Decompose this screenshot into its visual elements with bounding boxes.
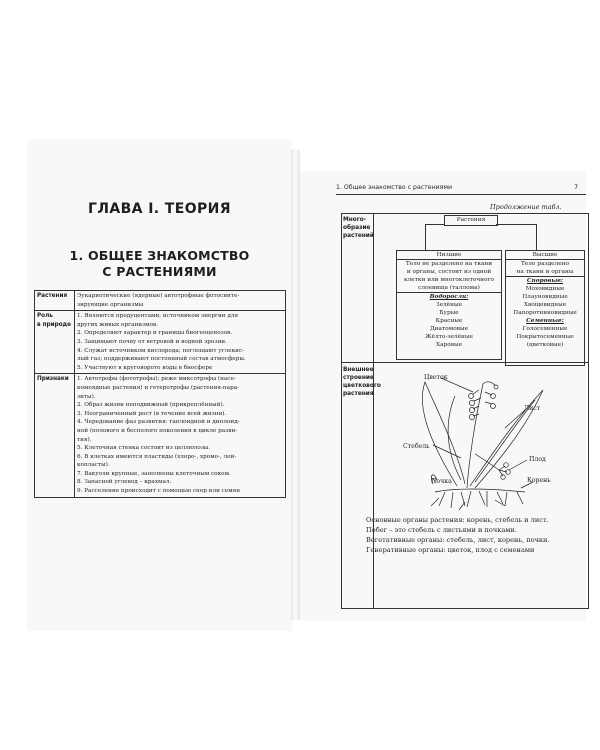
- plants-root-box: [444, 215, 498, 226]
- table-line: 4. Чередование фаз развития: гаплоидной и диплоид-: [77, 419, 240, 426]
- root-label: Корень: [527, 477, 551, 484]
- table-line: 4. Служат источником кислорода; поглощают углекис-: [77, 347, 245, 354]
- row-header: [35, 374, 75, 497]
- table-line: лый газ; поддерживают постоянный состав атмосферы.: [77, 356, 246, 363]
- table-row: [35, 291, 286, 311]
- list-item: Покрытосеменные: [516, 334, 574, 340]
- list-item: Хвощевидные: [523, 302, 567, 308]
- table-line: 1. Автотрофы (фототрофы); реже миксотрофы (насе-: [77, 376, 236, 383]
- table-line: комоядные растения) и гетеротрофы (растения-пара-: [77, 384, 240, 391]
- seed-plants-title: Семенные:: [526, 318, 564, 324]
- structure-label: [343, 366, 381, 398]
- list-item: Харовые: [435, 342, 463, 348]
- table-line: копласты).: [77, 462, 110, 469]
- leaf-vein: [448, 396, 461, 480]
- flowering-plant-illustration: [375, 370, 585, 512]
- running-head: [336, 184, 586, 195]
- row-header-text: Роль: [37, 313, 53, 320]
- description-line: на ткани и органы: [506, 268, 584, 277]
- text-line: Основные органы растения: корень, стебель и лист.: [366, 516, 549, 524]
- table-line: 1. Являются продуцентами; источником энергии для: [77, 313, 239, 320]
- row-header: [35, 291, 75, 311]
- table-line: тия).: [77, 436, 92, 443]
- list-item: Плауновидные: [522, 294, 568, 300]
- lower-plants-title: Низшие: [397, 251, 501, 260]
- section-title-line-2: С РАСТЕНИЯМИ: [102, 264, 217, 279]
- table-line: 2. Определяют характер и границы биогеоценозов.: [77, 330, 233, 337]
- table-line: 7. Вакуоли крупные, заполнены клеточным соком.: [77, 470, 231, 477]
- connector: [536, 224, 537, 250]
- table-row: [35, 374, 286, 497]
- list-item: Папоротниковидные: [513, 310, 577, 316]
- algae-title: Водоросли:: [429, 294, 469, 300]
- table-line: 9. Расселение происходит с помощью спор или семян: [77, 488, 241, 495]
- row-header-text: Признаки: [37, 376, 69, 383]
- bud-label: Почка: [431, 478, 452, 485]
- root-label: Растения: [456, 217, 486, 223]
- connector: [425, 224, 426, 250]
- lower-plants-box: [396, 250, 502, 360]
- row-content: [75, 311, 286, 374]
- table-line: 2. Образ жизни неподвижный (прикреплённый).: [77, 402, 225, 409]
- connector: [496, 224, 536, 225]
- description-line: и органы, состоит из одной: [406, 269, 492, 275]
- chapter-title: ГЛАВА I. ТЕОРИЯ: [88, 201, 231, 217]
- list-item: Моховидные: [525, 286, 565, 292]
- table-line: других живых организмов.: [77, 321, 159, 328]
- label-line: растения: [343, 391, 374, 397]
- diversity-label: [343, 216, 373, 240]
- list-item: Зелёные: [435, 302, 463, 308]
- row-content: [75, 374, 286, 497]
- table-line: Эукариотические (ядерные) автотрофные фотосинте-: [77, 293, 240, 299]
- label-line: образие: [343, 225, 371, 231]
- section-title-line-1: 1. ОБЩЕЕ ЗНАКОМСТВО: [69, 248, 250, 263]
- leaf-label: Лист: [524, 405, 541, 412]
- label-line: Внешнее: [343, 367, 374, 373]
- table-line: 6. В клетках имеются пластиды (хлоро-, хромо-, лей-: [77, 453, 237, 460]
- list-item: Красные: [435, 318, 463, 324]
- text-line: Вегетативные органы: стебель, лист, корень, почки.: [366, 536, 550, 544]
- list-item: Диатомовые: [429, 326, 469, 332]
- connector: [425, 224, 444, 225]
- table-line: 8. Запасной углевод – крахмал.: [77, 479, 172, 486]
- flower-label: Цветок: [424, 374, 448, 381]
- table-line: зиты).: [77, 393, 96, 400]
- row-header: [35, 311, 75, 374]
- left-leaf-illustration: [422, 382, 465, 486]
- text-line: Побег – это стебель с листьями и почками.: [366, 526, 517, 534]
- running-head-title: 1. Общее знакомство с растениями: [336, 184, 453, 191]
- description-line: клетки или многоклеточного: [403, 277, 495, 283]
- stem-label: Стебель: [403, 443, 430, 450]
- leaf-vein: [475, 400, 535, 482]
- list-item: Бурые: [439, 310, 459, 316]
- page-number: 7: [574, 184, 578, 191]
- row-content: [75, 291, 286, 311]
- table-row: [35, 311, 286, 374]
- structure-text: [366, 515, 550, 555]
- table-line: ной (полового и бесполого поколения в цикле разви-: [77, 427, 238, 434]
- fruit-label: Плод: [529, 456, 546, 463]
- row-header-text: в природе: [37, 321, 71, 328]
- table-line: зирующие организмы: [77, 301, 144, 308]
- description-line: Тело разделено: [520, 261, 570, 267]
- label-line: цветкового: [343, 383, 381, 389]
- text-line: Генеративные органы: цветок, плод с семенами: [366, 546, 535, 554]
- row-header-text: Растения: [37, 293, 68, 299]
- list-item: Жёлто-зелёные: [425, 334, 473, 340]
- continuation-note: Продолжение табл.: [490, 203, 562, 211]
- stem-illustration: [467, 384, 483, 488]
- plants-table: [34, 290, 286, 498]
- higher-plants-title: Высшие: [506, 251, 584, 260]
- table-line: 3. Защищают почву от ветровой и водной эрозии.: [77, 338, 227, 345]
- table-line: 5. Участвуют в круговороте воды в биосфере: [77, 364, 213, 371]
- book-gutter: [291, 150, 300, 620]
- list-item: (цветковые): [526, 342, 564, 348]
- label-line: строение: [343, 375, 374, 381]
- label-line: растений: [343, 233, 374, 239]
- spore-plants-title: Споровые:: [526, 278, 564, 284]
- higher-plants-box: [505, 250, 585, 366]
- description-line: слоевища (таллома): [397, 284, 501, 293]
- section-title: [28, 248, 291, 280]
- list-item: Голосеменные: [522, 326, 568, 332]
- table-line: 3. Неограниченный рост (в течение всей жизни).: [77, 410, 227, 417]
- table-line: 5. Клеточная стенка состоит из целлюлозы.: [77, 445, 211, 452]
- description-line: Тело не разделено на ткани: [405, 261, 493, 267]
- label-line: Много-: [343, 217, 367, 223]
